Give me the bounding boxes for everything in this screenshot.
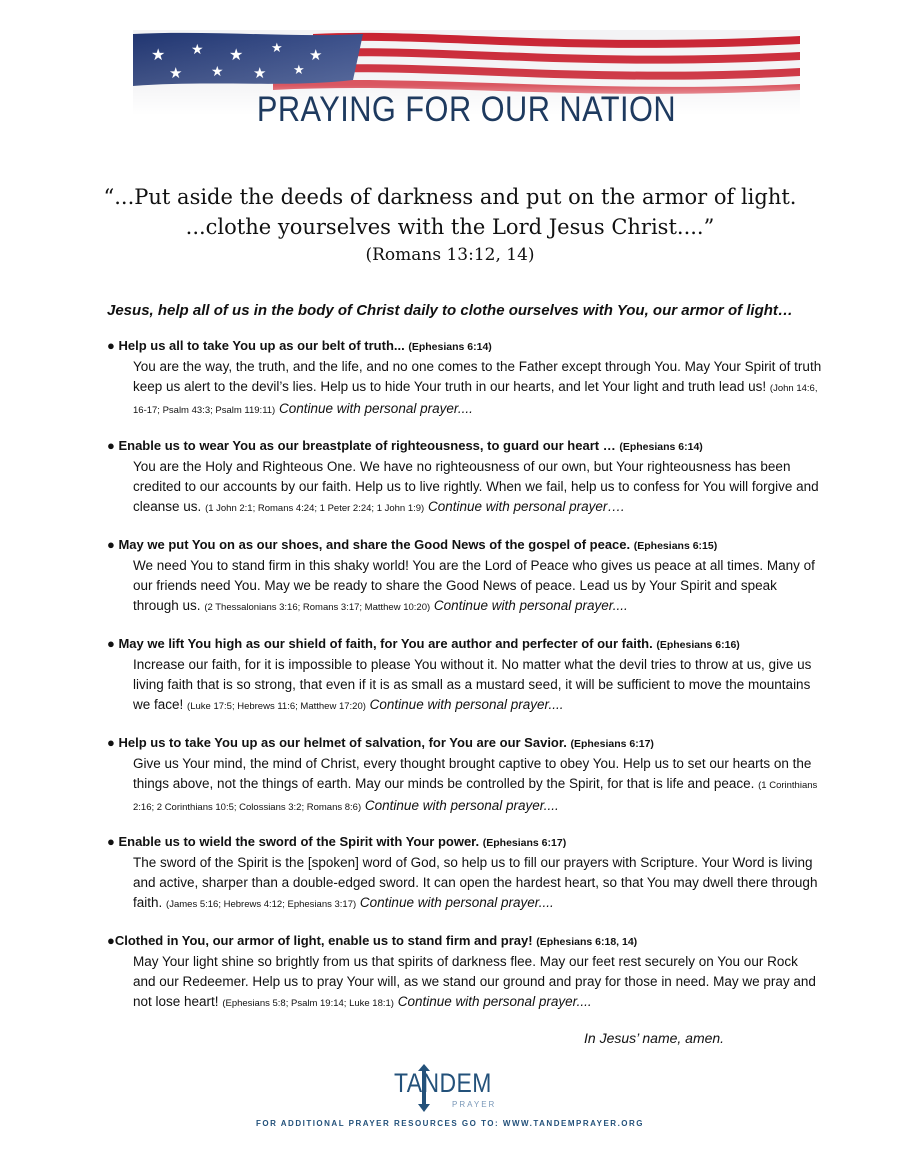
quote-line-2: ...clothe yourselves with the Lord Jesus Christ....” <box>185 215 715 239</box>
continue-prompt: Continue with personal prayer.... <box>364 797 559 813</box>
prayer-body <box>133 457 823 518</box>
prayer-body-text: You are the Holy and Righteous One. We have no righteousness of our own, but Your righteousness has been credited to our accounts by our faith. Help us to live rightly. When we fail, help us to confess for You will forgive and cleanse us. <box>133 459 819 514</box>
prayer-heading-text: ● May we put You on as our shoes, and share the Good News of the gospel of peace. <box>107 537 631 552</box>
prayer-cite: (Ephesians 5:8; Psalm 19:14; Luke 18:1) <box>222 997 394 1009</box>
prayer-item-1 <box>107 336 827 420</box>
prayer-body <box>133 556 823 617</box>
prayer-body-text: Give us Your mind, the mind of Christ, every thought brought captive to obey You. Help us to set our hearts on the things above, not the things of earth. May our minds be controlled by the Spirit, for that is life and peace. <box>133 756 812 791</box>
prayer-heading <box>107 832 827 853</box>
prayer-heading-cite: (Ephesians 6:16) <box>656 639 740 651</box>
closing-line: In Jesus’ name, amen. <box>584 1030 725 1046</box>
prayer-body-text: We need You to stand firm in this shaky world! You are the Lord of Peace who gives us peace at all times. Many of our friends need You. May we be ready to share the Good News of peace. Lead us by Your Spirit and speak through us. <box>133 558 815 613</box>
prayer-body-text: You are the way, the truth, and the life, and no one comes to the Father except through You. May Your Spirit of truth keep us alert to the devil’s lies. Help us to hide Your truth in our hearts, and let Your light and truth lead us! <box>133 359 822 394</box>
prayer-heading-text: ● Enable us to wear You as our breastplate of righteousness, to guard our heart … <box>107 438 616 453</box>
prayer-item-5 <box>107 733 827 817</box>
prayer-item-2 <box>107 436 827 518</box>
prayer-body-text: The sword of the Spirit is the [spoken] word of God, so help us to fill our prayers with Scripture. Your Word is living and active, sharper than a double-edged sword. It can open the hardest heart, so that You may dwell there through faith. <box>133 855 818 910</box>
prayer-heading-text: ●Clothed in You, our armor of light, enable us to stand firm and pray! <box>107 933 533 948</box>
continue-prompt: Continue with personal prayer.... <box>359 894 554 910</box>
prayer-item-7 <box>107 931 827 1013</box>
prayer-body-text: May Your light shine so brightly from us that spirits of darkness flee. May our feet rest securely on You our Rock and our Redeemer. Help us to pray Your will, as we stand our ground and pray for those in need. May we pray and not lose heart! <box>133 954 816 1009</box>
logo-wordmark: TANDEM <box>394 1068 492 1098</box>
prayer-heading <box>107 336 827 357</box>
prayer-heading-cite: (Ephesians 6:15) <box>633 540 718 552</box>
quote-line-1: “...Put aside the deeds of darkness and put on the armor of light. <box>103 185 797 209</box>
footer-resources-link[interactable]: FOR ADDITIONAL PRAYER RESOURCES GO TO: WWW.TANDEMPRAYER.ORG <box>255 1119 645 1128</box>
prayer-cite: (John 14:6, 16-17; Psalm 43:3; Psalm 119:11) <box>133 382 818 416</box>
continue-prompt: Continue with personal prayer.... <box>369 696 564 712</box>
prayer-heading-text: ● Help us to take You up as our helmet of salvation, for You are our Savior. <box>107 735 567 750</box>
prayer-body <box>133 357 823 420</box>
prayer-item-3 <box>107 535 827 617</box>
prayer-cite: (James 5:16; Hebrews 4:12; Ephesians 3:17) <box>166 898 357 910</box>
continue-prompt: Continue with personal prayer…. <box>428 498 625 514</box>
prayer-cite: (2 Thessalonians 3:16; Romans 3:17; Matthew 10:20) <box>204 601 431 613</box>
prayer-body <box>133 754 823 817</box>
prayer-body <box>133 853 823 914</box>
flag-banner <box>133 30 800 135</box>
banner-title: PRAYING FOR OUR NATION <box>256 90 677 129</box>
prayer-cite: (Luke 17:5; Hebrews 11:6; Matthew 17:20) <box>187 700 366 712</box>
prayer-heading-cite: (Ephesians 6:14) <box>408 341 492 353</box>
prayer-heading <box>107 733 827 754</box>
prayer-body-text: Increase our faith, for it is impossible to please You without it. No matter what the devil tries to throw at us, give us living faith that is so strong, that even if it is as small as a mustard seed, it will be sufficient to move the mountains we face! <box>133 657 812 712</box>
prayer-heading <box>107 535 827 556</box>
prayer-cite: (1 Corinthians 2:16; 2 Corinthians 10:5; Colossians 3:2; Romans 8:6) <box>133 779 818 813</box>
prayer-heading-cite: (Ephesians 6:18, 14) <box>536 936 638 948</box>
scripture-quote <box>0 182 900 268</box>
continue-prompt: Continue with personal prayer.... <box>433 597 628 613</box>
prayer-body <box>133 952 823 1013</box>
continue-prompt: Continue with personal prayer.... <box>397 993 592 1009</box>
prayer-heading-cite: (Ephesians 6:17) <box>482 837 567 849</box>
prayer-item-4 <box>107 634 827 716</box>
prayer-heading-text: ● May we lift You high as our shield of faith, for You are author and perfecter of our faith. <box>107 636 653 651</box>
prayer-heading <box>107 634 827 655</box>
intro-heading: Jesus, help all of us in the body of Christ daily to clothe ourselves with You, our armor of light… <box>107 302 793 319</box>
continue-prompt: Continue with personal prayer.... <box>279 400 473 416</box>
prayer-heading <box>107 931 827 952</box>
tandem-prayer-logo <box>392 1064 514 1114</box>
prayer-heading-text: ● Help us all to take You up as our belt of truth... <box>107 338 405 353</box>
prayer-item-6 <box>107 832 827 914</box>
prayer-heading-cite: (Ephesians 6:17) <box>570 738 654 750</box>
prayer-cite: (1 John 2:1; Romans 4:24; 1 Peter 2:24; 1 John 1:9) <box>205 502 425 514</box>
prayer-heading-text: ● Enable us to wield the sword of the Spirit with Your power. <box>107 834 480 849</box>
logo-subtitle: PRAYER <box>452 1100 497 1109</box>
prayer-heading-cite: (Ephesians 6:14) <box>619 441 703 453</box>
quote-reference: (Romans 13:12, 14) <box>365 245 535 265</box>
prayer-body <box>133 655 823 716</box>
prayer-heading <box>107 436 827 457</box>
